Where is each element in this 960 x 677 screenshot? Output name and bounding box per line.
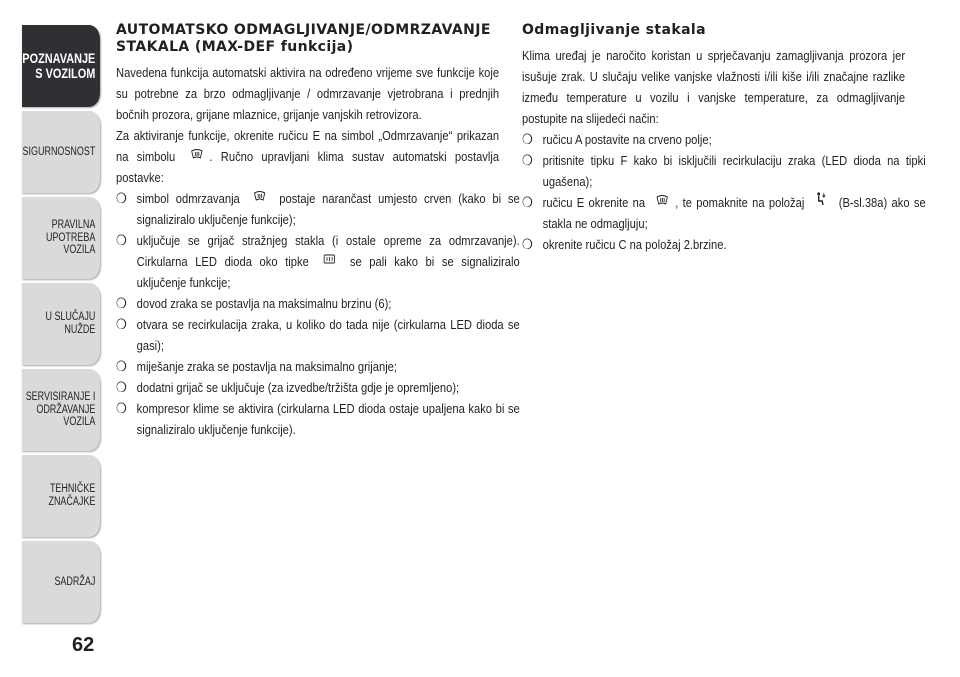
auto-settings-list: [116, 188, 520, 440]
list-item: ❍ dodatni grijač se uključuje (za izvedbe/tržišta gdje je opremljeno);: [116, 377, 520, 398]
list-item: ❍ dovod zraka se postavlja na maksimalnu brzinu (6);: [116, 293, 520, 314]
list-item: ❍ pritisnite tipku F kako bi isključili recirkulaciju zraka (LED dioda na tipki ugašena);: [522, 152, 926, 189]
left-column: [116, 22, 520, 440]
bullet-icon: ❍: [522, 131, 533, 147]
list-item: ❍ uključuje se grijač stražnjeg stakla (i ostale opreme za odmrzavanje). Cirkularna LED dioda oko tipke se pali kako bi se signaliziralo uključenje funkcije;: [116, 232, 520, 290]
page-number: 62: [72, 634, 95, 656]
bullet-icon: ❍: [522, 236, 533, 252]
bullet-icon: ❍: [116, 358, 127, 374]
section-heading-max-def: AUTOMATSKO ODMAGLJIVANJE/ODMRZAVANJE STAKALA (MAX-DEF funkcija): [116, 22, 491, 55]
rear-window-defrost-icon: [316, 251, 342, 272]
list-item: ❍ ručicu A postavite na crveno polje;: [522, 129, 926, 150]
list-item: ❍ otvara se recirkulacija zraka, u koliko do tada nije (cirkularna LED dioda se gasi);: [116, 316, 520, 353]
tab-sigurnosnost[interactable]: SIGURNOSNOST: [22, 111, 100, 193]
list-item: ❍ kompresor klime se aktivira (cirkularna LED dioda ostaje upaljena kako bi se signaliziralo uključenje funkcije).: [116, 400, 520, 437]
tab-u-slucaju-nuzde[interactable]: U SLUČAJU NUŽDE: [22, 283, 100, 365]
intro-paragraph: Navedena funkcija automatski aktivira na određeno vrijeme sve funkcije koje su potrebne za brzo odmagljivanje / odmrzavanje vjetrobrana i prednjih bočnih prozora, grijane mlaznice, grijanje vanjskih retrovizora.: [116, 65, 500, 122]
floor-windshield-airflow-icon: [809, 192, 835, 213]
list-item: ❍ miješanje zraka se postavlja na maksimalno grijanje;: [116, 356, 520, 377]
right-column: [522, 22, 926, 255]
intro-paragraph: Klima uređaj je naročito koristan u sprječavanju zamagljivanja prozora jer isušuje zrak. U slučaju velike vanjske vlažnosti i/ili kiše i/ili značajne razlike između temperature u vozilu i vanjske temperature, za odmagljivanje postupite na slijedeći način:: [522, 48, 906, 126]
section-heading-odmagljivanje: Odmagljivanje stakala: [522, 22, 706, 38]
tab-tehnicke-znacajke[interactable]: TEHNIČKE ZNAČAJKE: [22, 455, 100, 537]
bullet-icon: ❍: [116, 316, 127, 332]
tab-upoznavanje-s-vozilom[interactable]: UPOZNAVANJE S VOZILOM: [22, 25, 100, 107]
windshield-defrost-icon: [247, 188, 273, 209]
bullet-icon: ❍: [116, 232, 127, 248]
instruction-text-b: . Ručno upravljani klima sustav automatski postavlja postavke:: [116, 149, 500, 185]
bullet-icon: ❍: [522, 194, 533, 210]
windshield-defrost-icon: [649, 192, 675, 213]
defog-steps-list: [522, 129, 926, 255]
bullet-icon: ❍: [116, 379, 127, 395]
tab-servisiranje-i-odrzavanje[interactable]: SERVISIRANJE I ODRŽAVANJE VOZILA: [22, 369, 100, 451]
tab-sadrzaj[interactable]: SADRŽAJ: [22, 541, 100, 623]
bullet-icon: ❍: [116, 295, 127, 311]
tab-pravilna-upotreba-vozila[interactable]: PRAVILNA UPOTREBA VOZILA: [22, 197, 100, 279]
bullet-icon: ❍: [116, 400, 127, 416]
list-item: ❍ simbol odmrzavanja postaje narančast umjesto crven (kako bi se signaliziralo uključenje funkcije);: [116, 190, 520, 227]
windshield-defrost-icon: [184, 146, 210, 167]
instruction-text-a: Za aktiviranje funkcije, okrenite ručicu E na simbol „Odmrzavanje“ prikazan na simbolu: [116, 128, 500, 164]
bullet-icon: ❍: [116, 190, 127, 206]
list-item: ❍ ručicu E okrenite na , te pomaknite na položaj (B-sl.38a) ako se stakla ne odmagljuju;: [522, 194, 926, 231]
instruction-paragraph: [116, 125, 499, 188]
bullet-icon: ❍: [522, 152, 533, 168]
list-item: ❍ okrenite ručicu C na položaj 2.brzine.: [522, 234, 926, 255]
